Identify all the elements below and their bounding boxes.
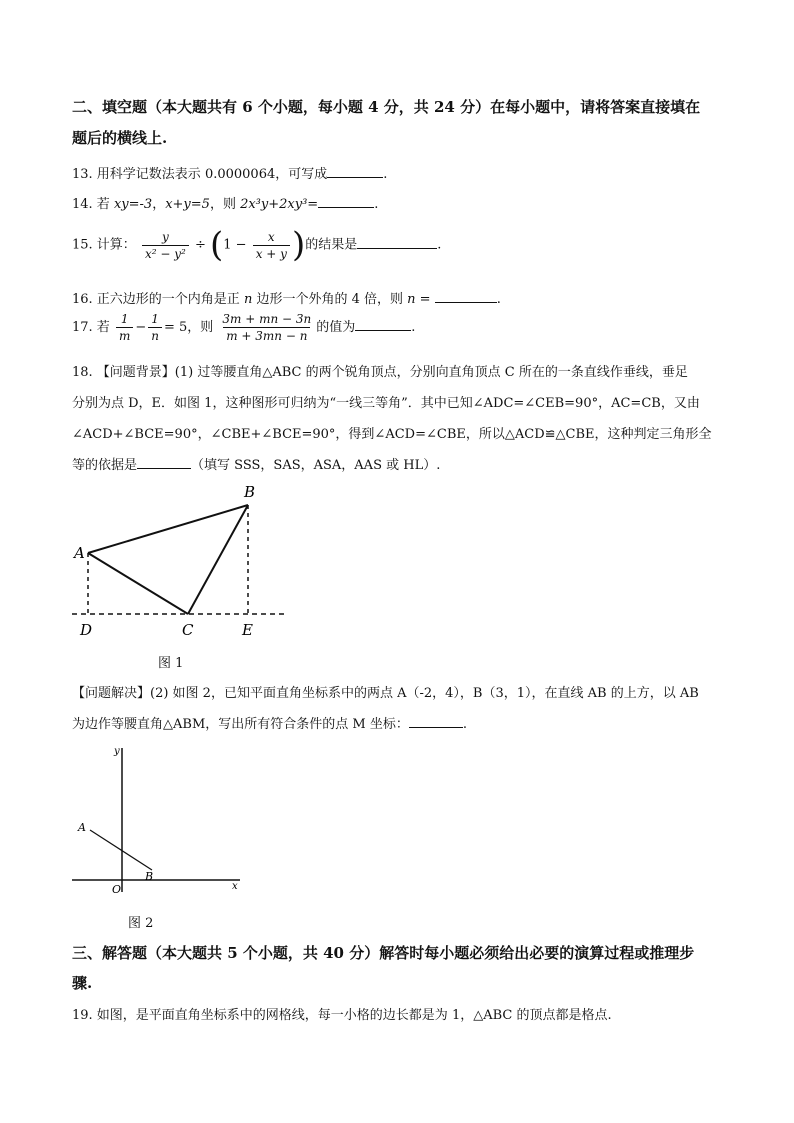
fig2-label-A: A	[78, 821, 86, 834]
question-19: 19. 如图，是平面直角坐标系中的网格线，每一小格的边长都是为 1，△ABC 的顶点都是格点.	[72, 1008, 612, 1023]
fraction-x-over-x-plus-y: $\frac{x}{x + y}$	[253, 230, 290, 261]
question-16: 16. 正六边形的一个内角是正 n 边形一个外角的 4 倍，则 n = .	[72, 292, 501, 307]
fig2-label-B: B	[145, 870, 154, 883]
question-15: 15. 计算： $\frac{y}{\text{x² − y²}}$ ÷ (1 − $\frac{x}{x + y}$ )的结果是 .	[72, 225, 442, 265]
fig2-label-O: O	[112, 883, 122, 896]
fig1-label-D: D	[80, 621, 93, 639]
answer-blank-17[interactable]	[355, 318, 411, 331]
fig2-segment-AB	[90, 830, 152, 870]
question-17: 17. 若 $\frac{1}{m}$ − $\frac{1}{n}$ = 5，则 $\frac{3m + mn - 3n}{m + 3mn - n}$ 的值为 .	[72, 312, 416, 343]
fig1-side-AB	[88, 505, 248, 553]
section-2-heading-line2: 题后的横线上.	[72, 129, 168, 147]
answer-blank-18-2[interactable]	[409, 715, 463, 728]
fraction-y-over-x2-y2: $\frac{y}{\text{x² − y²}}$	[142, 230, 189, 261]
answer-blank-14[interactable]	[318, 195, 374, 208]
answer-blank-16[interactable]	[435, 290, 497, 303]
figure-2-caption: 图 2	[128, 916, 154, 931]
question-13: 13. 用科学记数法表示 0.0000064，可写成 .	[72, 167, 388, 182]
fig1-label-B: B	[244, 483, 256, 501]
answer-blank-13[interactable]	[327, 165, 383, 178]
fig1-label-E: E	[242, 621, 253, 639]
answer-blank-18-1[interactable]	[137, 456, 191, 469]
question-18-line2: 分别为点 D，E．如图 1，这种图形可归纳为“一线三等角”．其中已知∠ADC=∠CEB=90°，AC=CB，又由	[72, 396, 700, 411]
section-2-heading-line1: 二、填空题（本大题共有 6 个小题，每小题 4 分，共 24 分）在每小题中，请将答案直接填在	[72, 98, 701, 116]
figure-2	[72, 742, 252, 902]
fig1-label-C: C	[182, 621, 194, 639]
figure-1-caption: 图 1	[158, 656, 184, 671]
figure-1	[66, 480, 296, 645]
answer-blank-15[interactable]	[357, 236, 437, 249]
question-18b-line2: 为边作等腰直角△ABM，写出所有符合条件的点 M 坐标： .	[72, 717, 467, 732]
question-18-line3: ∠ACD+∠BCE=90°，∠CBE+∠BCE=90°，得到∠ACD=∠CBE，所以△ACD≌△CBE，这种判定三角形全	[72, 427, 712, 442]
question-18-line1: 18. 【问题背景】(1) 过等腰直角△ABC 的两个锐角顶点，分别向直角顶点 C 所在的一条直线作垂线，垂足	[72, 365, 688, 380]
section-3-heading-line2: 骤.	[72, 974, 93, 992]
question-18-line4: 等的依据是 （填写 SSS，SAS，ASA，AAS 或 HL）.	[72, 458, 441, 473]
fig2-label-y: y	[114, 746, 120, 757]
fig1-label-A: A	[74, 544, 85, 562]
question-14: 14. 若 xy=-3，x+y=5，则 2x³y+2xy³= .	[72, 197, 379, 212]
question-18b-line1: 【问题解决】(2) 如图 2，已知平面直角坐标系中的两点 A（-2，4），B（3，1），在直线 AB 的上方，以 AB	[72, 686, 699, 701]
fig2-label-x: x	[232, 881, 238, 892]
section-3-heading-line1: 三、解答题（本大题共 5 个小题，共 40 分）解答时每小题必须给出必要的演算过程或推理步	[72, 944, 695, 962]
fig1-side-BC	[188, 505, 248, 614]
fraction-expression: $\frac{3m + mn - 3n}{m + 3mn - n}$	[222, 312, 312, 343]
fig1-side-AC	[88, 553, 188, 614]
